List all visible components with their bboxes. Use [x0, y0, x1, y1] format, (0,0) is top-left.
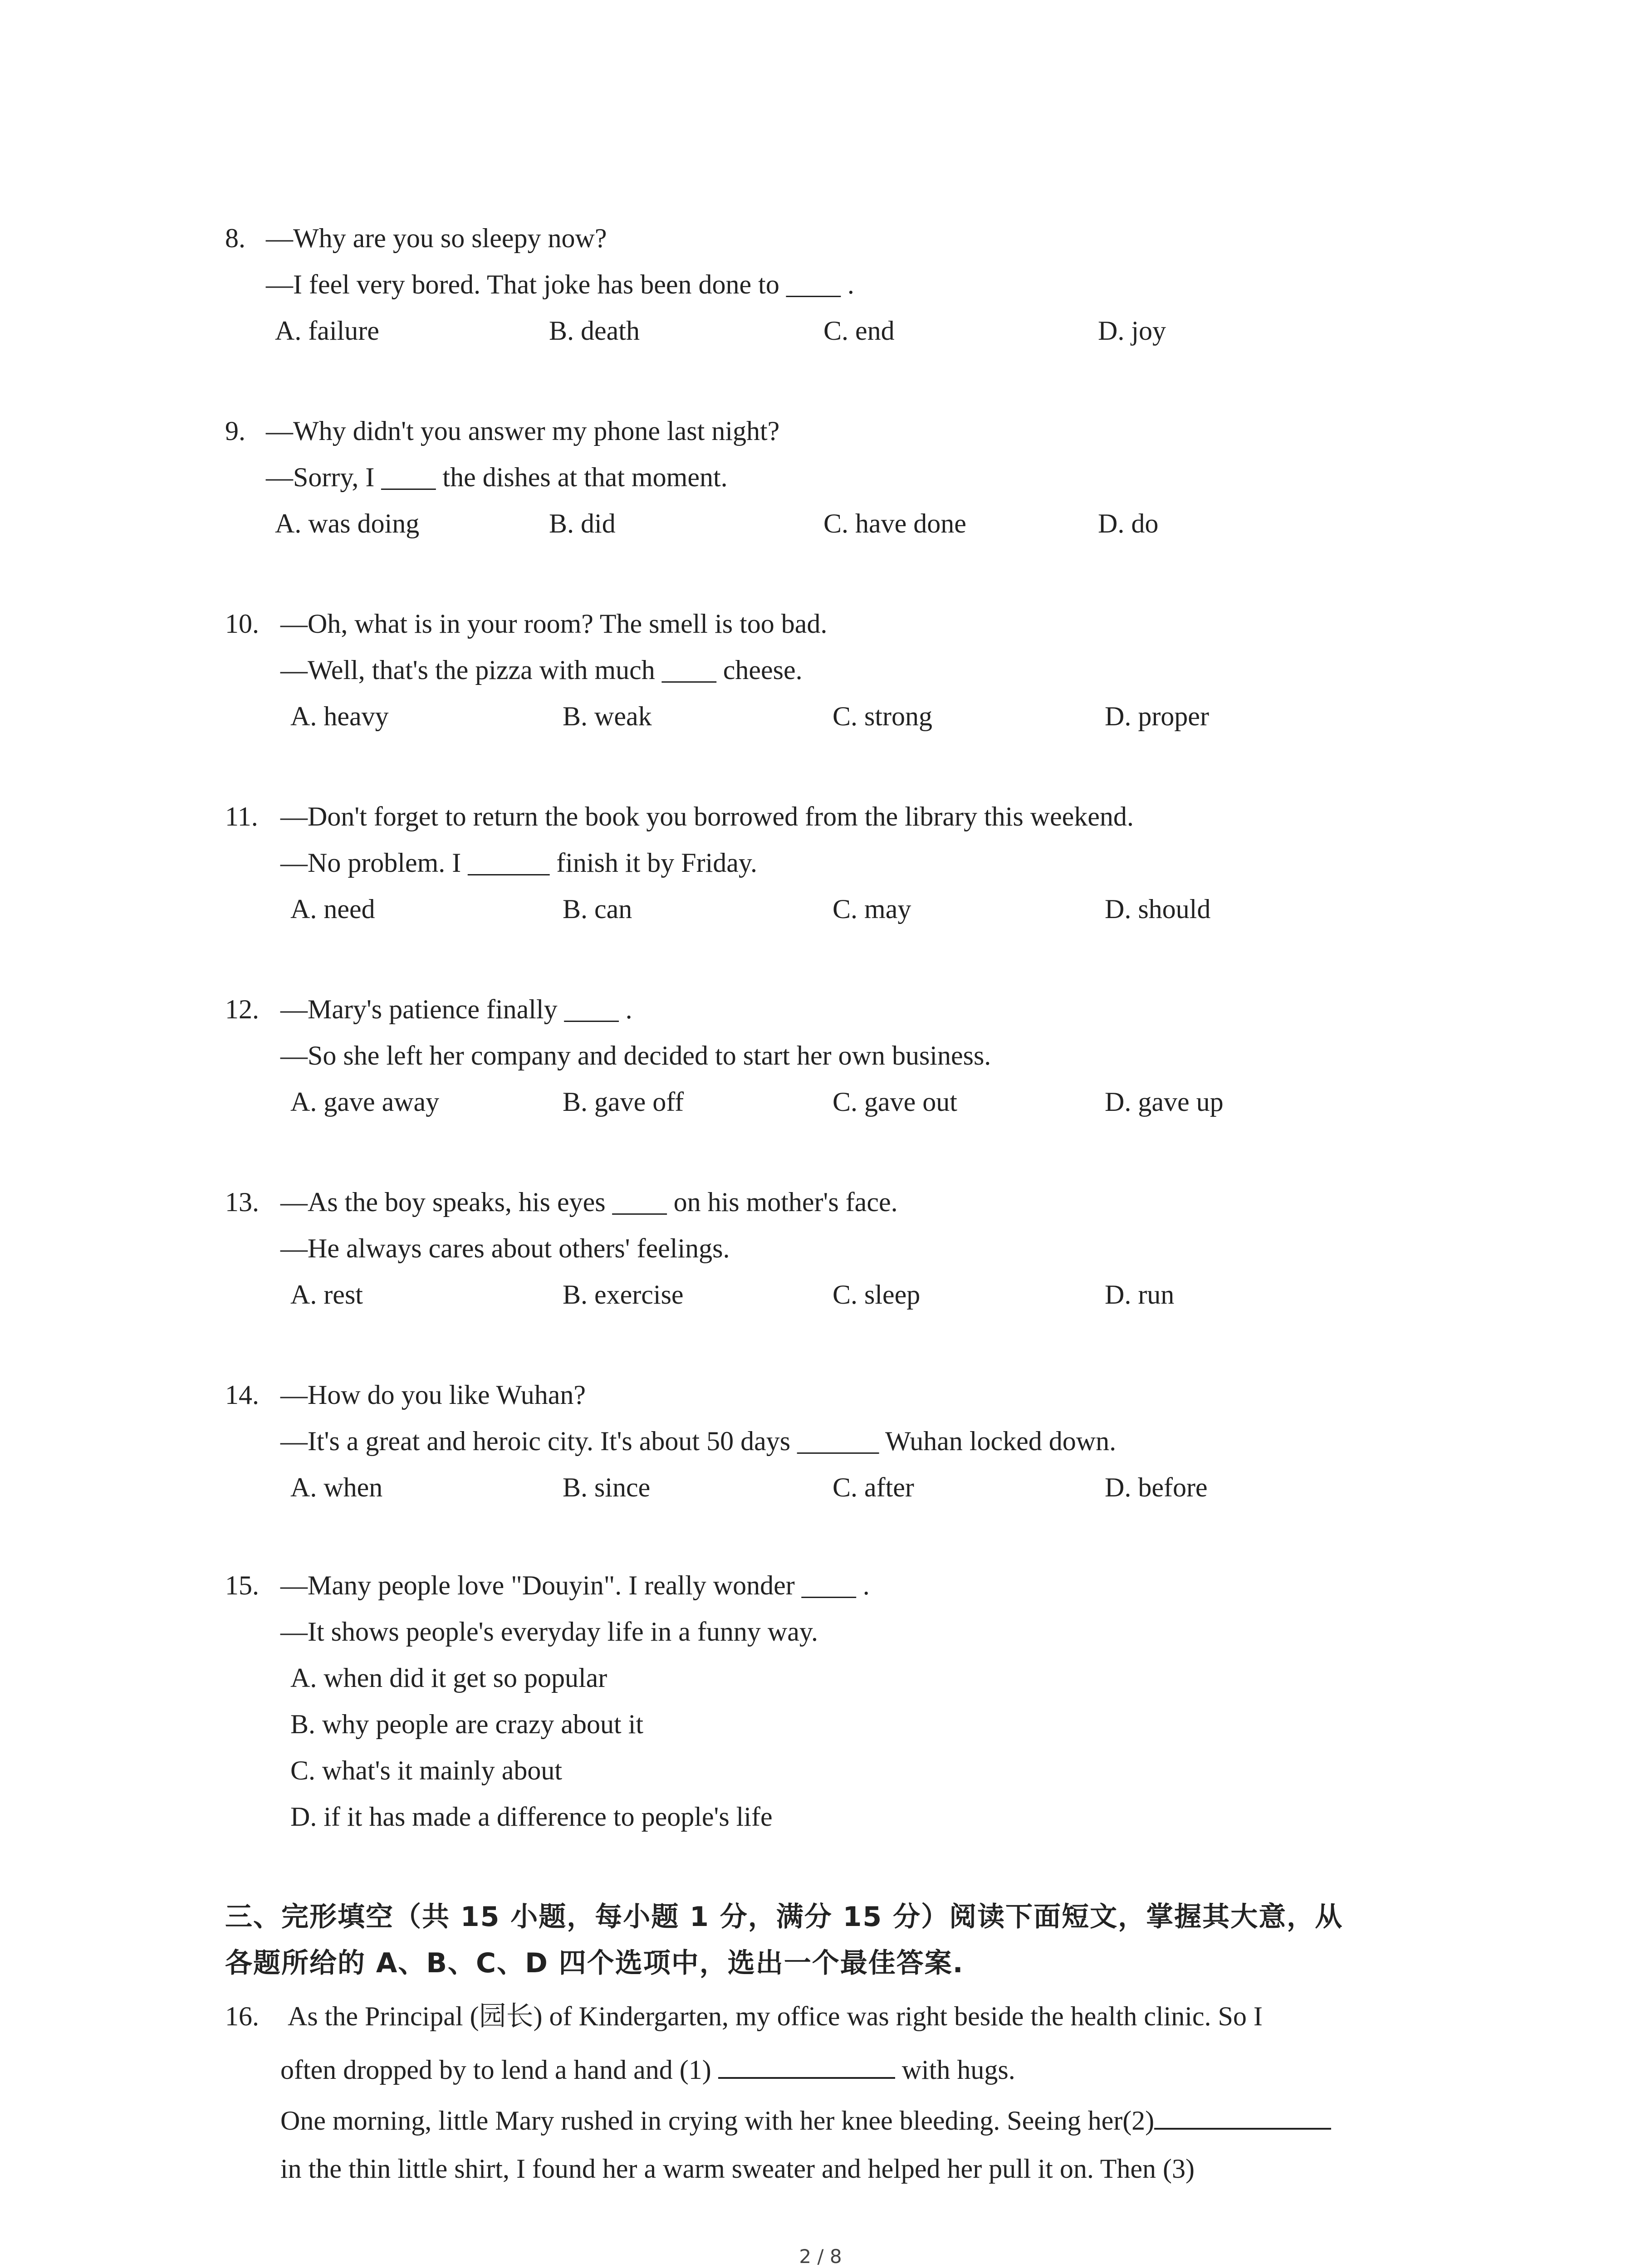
- question-line-2: —So she left her company and decided to start her own business.: [280, 1041, 991, 1070]
- option-c: C. after: [833, 1472, 914, 1502]
- option-b: B. did: [549, 508, 616, 538]
- section-heading: [225, 1894, 1450, 1986]
- option-b: B. weak: [563, 701, 652, 731]
- option-d: D. gave up: [1105, 1087, 1224, 1117]
- option-b: B. can: [563, 894, 632, 924]
- passage-line-1: As the Principal (园长) of Kindergarten, my office was right beside the health clinic. So I: [288, 2001, 1263, 2031]
- question-number: 11.: [225, 802, 258, 831]
- option-a: A. when: [290, 1472, 383, 1502]
- question-number: 12.: [225, 994, 259, 1024]
- question-line-1: —Why are you so sleepy now?: [266, 223, 607, 253]
- option-a: A. need: [290, 894, 375, 924]
- question-line-2: —He always cares about others' feelings.: [280, 1233, 730, 1263]
- passage-text: One morning, little Mary rushed in crying with her knee bleeding. Seeing her(2): [280, 2106, 1155, 2136]
- option-d: D. joy: [1098, 316, 1166, 346]
- option-a: A. gave away: [290, 1087, 440, 1117]
- option-c: C. strong: [833, 701, 933, 731]
- question-line-1: —As the boy speaks, his eyes ____ on his mother's face.: [280, 1187, 898, 1217]
- option-c: C. may: [833, 894, 911, 924]
- section-heading-line-1: 三、完形填空（共 15 小题，每小题 1 分，满分 15 分）阅读下面短文，掌握其大意，从: [225, 1901, 1343, 1933]
- question-line-2: —It's a great and heroic city. It's about 50 days ______ Wuhan locked down.: [280, 1426, 1117, 1456]
- question-line-1: —How do you like Wuhan?: [280, 1380, 586, 1410]
- passage-text: with hugs.: [895, 2055, 1015, 2085]
- question-line-2: —Well, that's the pizza with much ____ cheese.: [280, 655, 803, 685]
- passage-line-3: [280, 2104, 1331, 2134]
- question-line-1: —Why didn't you answer my phone last night?: [266, 416, 780, 446]
- question-line-1: —Don't forget to return the book you borrowed from the library this weekend.: [280, 802, 1134, 831]
- option-d: D. if it has made a difference to people's life: [290, 1802, 773, 1832]
- question-number: 9.: [225, 416, 245, 446]
- question-line-2: —It shows people's everyday life in a funny way.: [280, 1617, 818, 1647]
- option-d: D. should: [1105, 894, 1211, 924]
- option-a: A. heavy: [290, 701, 389, 731]
- question-line-2: —Sorry, I ____ the dishes at that moment.: [266, 462, 728, 492]
- option-b: B. exercise: [563, 1280, 684, 1310]
- option-a: A. when did it get so popular: [290, 1663, 607, 1693]
- option-c: C. have done: [823, 508, 966, 538]
- option-b: B. death: [549, 316, 640, 346]
- question-number: 15.: [225, 1570, 259, 1600]
- question-line-1: —Oh, what is in your room? The smell is too bad.: [280, 609, 828, 639]
- section-heading-line-2: 各题所给的 A、B、C、D 四个选项中，选出一个最佳答案.: [225, 1947, 964, 1979]
- question-number: 14.: [225, 1380, 259, 1410]
- option-c: C. gave out: [833, 1087, 957, 1117]
- question-number: 8.: [225, 223, 245, 253]
- option-d: D. run: [1105, 1280, 1175, 1310]
- option-b: B. gave off: [563, 1087, 684, 1117]
- option-c: C. sleep: [833, 1280, 921, 1310]
- option-b: B. why people are crazy about it: [290, 1709, 644, 1739]
- option-a: A. was doing: [275, 508, 420, 538]
- question-line-2: —I feel very bored. That joke has been done to ____ .: [266, 269, 854, 299]
- question-line-2: —No problem. I ______ finish it by Friday.: [280, 848, 758, 878]
- question-number: 16.: [225, 2001, 259, 2031]
- option-d: D. do: [1098, 508, 1159, 538]
- question-number: 13.: [225, 1187, 259, 1217]
- answer-blank-1: [718, 2053, 895, 2079]
- passage-text: often dropped by to lend a hand and (1): [280, 2055, 718, 2085]
- question-number: 10.: [225, 609, 259, 639]
- option-d: D. before: [1105, 1472, 1208, 1502]
- page-number: 2 / 8: [799, 2245, 842, 2268]
- option-c: C. what's it mainly about: [290, 1755, 563, 1785]
- option-d: D. proper: [1105, 701, 1209, 731]
- answer-blank-2: [1154, 2104, 1331, 2130]
- option-a: A. failure: [275, 316, 379, 346]
- question-line-1: —Mary's patience finally ____ .: [280, 994, 632, 1024]
- passage-line-2: [280, 2053, 1015, 2083]
- option-b: B. since: [563, 1472, 651, 1502]
- question-line-1: —Many people love "Douyin". I really wonder ____ .: [280, 1570, 870, 1600]
- passage-line-4: in the thin little shirt, I found her a warm sweater and helped her pull it on. Then (3): [280, 2154, 1195, 2184]
- option-c: C. end: [823, 316, 895, 346]
- option-a: A. rest: [290, 1280, 363, 1310]
